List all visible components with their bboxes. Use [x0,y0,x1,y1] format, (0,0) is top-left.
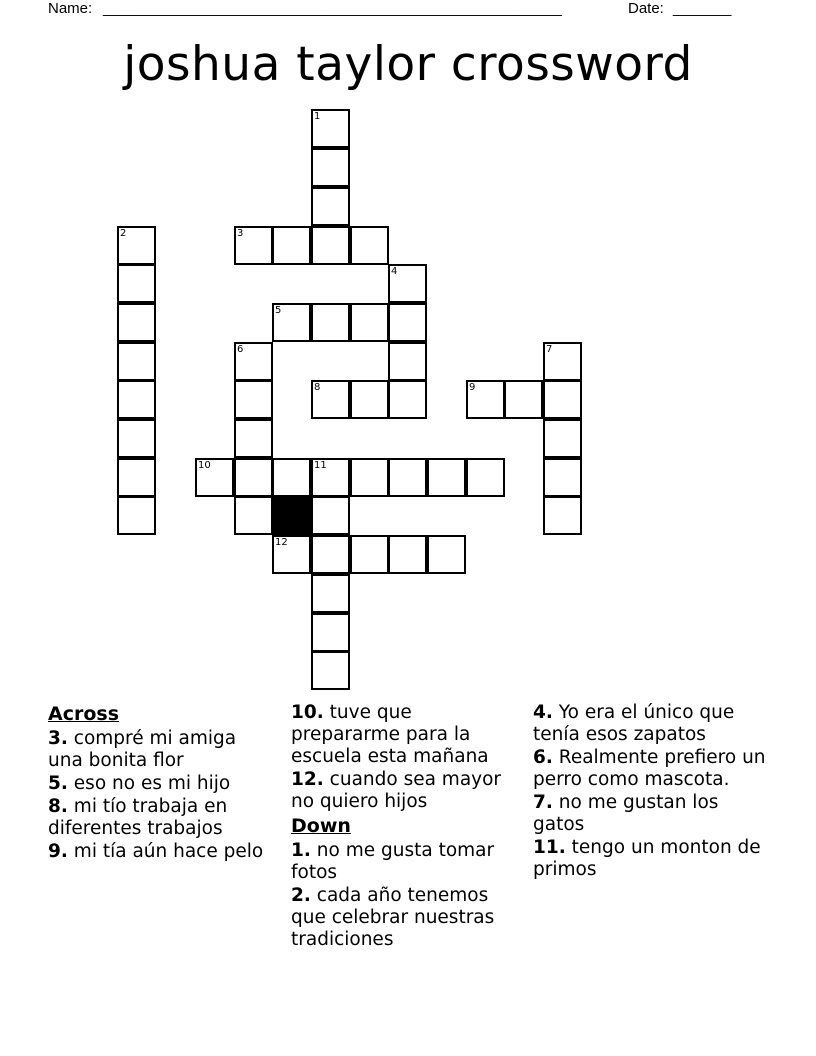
grid-cell[interactable] [311,574,350,613]
grid-cell[interactable] [234,496,273,535]
clue-across-5 [48,773,276,795]
clue-down-11 [533,837,773,881]
grid-cell[interactable] [234,380,273,419]
clue-across-3 [48,728,276,772]
clue-text: no me gusta tomar fotos [291,840,495,883]
grid-cell-7[interactable] [543,342,582,381]
clue-number: 9. [48,841,68,862]
page-title: joshua taylor crossword [123,37,693,92]
grid-cell[interactable] [350,303,389,342]
grid-cell[interactable] [311,226,350,265]
clue-number: 8. [48,796,68,817]
grid-cell[interactable] [543,419,582,458]
grid-cell[interactable] [388,342,427,381]
grid-cell[interactable] [388,535,427,574]
clue-number: 1. [291,840,311,861]
clue-text: tengo un monton de primos [533,837,761,880]
clue-number: 4. [533,702,553,723]
cell-number: 11 [314,460,327,471]
grid-cell[interactable] [311,148,350,187]
grid-cell-11[interactable] [311,458,350,497]
grid-cell[interactable] [543,380,582,419]
clue-number: 7. [533,792,553,813]
name-blank-line[interactable]: _______________________________________________________ [103,0,562,17]
clue-text: Realmente prefiero un perro como mascota. [533,747,766,790]
date-label: Date: [628,0,664,17]
grid-cell[interactable] [311,535,350,574]
clue-down-6 [533,747,773,791]
grid-cell[interactable] [117,264,156,303]
grid-cell[interactable] [543,458,582,497]
grid-cell-12[interactable] [272,535,311,574]
grid-cell[interactable] [117,380,156,419]
cell-number: 2 [120,228,127,239]
clues-column-2 [291,702,519,952]
across-heading: Across [48,703,120,725]
grid-cell[interactable] [543,496,582,535]
grid-cell[interactable] [234,419,273,458]
cell-number: 6 [237,344,244,355]
grid-cell[interactable] [466,458,505,497]
clue-text: tuve que prepararme para la escuela esta mañana [291,702,489,767]
grid-cell[interactable] [427,535,466,574]
grid-cell[interactable] [311,651,350,690]
grid-cell[interactable] [311,187,350,226]
grid-cell[interactable] [350,458,389,497]
clue-down-1 [291,840,519,884]
clue-text: no me gustan los gatos [533,792,719,835]
grid-cell[interactable] [311,496,350,535]
grid-cell[interactable] [311,613,350,652]
grid-cell[interactable] [350,380,389,419]
grid-cell[interactable] [427,458,466,497]
clue-text: compré mi amiga una bonita flor [48,728,237,771]
grid-cell-10[interactable] [195,458,234,497]
clues-column-3 [533,702,773,882]
grid-cell-1[interactable] [311,109,350,148]
clues-column-1 [48,702,276,864]
grid-cell-9[interactable] [466,380,505,419]
cell-number: 12 [275,537,288,548]
grid-cell-6[interactable] [234,342,273,381]
clue-across-12 [291,769,519,813]
grid-cell[interactable] [350,226,389,265]
cell-number: 7 [546,344,553,355]
grid-cell[interactable] [272,226,311,265]
grid-cell[interactable] [117,419,156,458]
grid-cell[interactable] [117,303,156,342]
name-label: Name: [48,0,93,17]
grid-cell[interactable] [234,458,273,497]
grid-cell[interactable] [117,342,156,381]
cell-number: 4 [391,266,398,277]
clue-text: cuando sea mayor no quiero hijos [291,769,502,812]
cell-number: 10 [198,460,211,471]
clue-number: 10. [291,702,324,723]
clue-text: cada año tenemos que celebrar nuestras tradiciones [291,885,495,950]
cell-number: 9 [469,382,476,393]
clue-text: mi tía aún hace pelo [73,841,264,862]
clue-across-8 [48,796,276,840]
grid-cell-8[interactable] [311,380,350,419]
clue-text: Yo era el único que tenía esos zapatos [533,702,735,745]
clue-down-2 [291,885,519,951]
date-blank-line[interactable]: _______ [673,0,732,17]
cell-number: 1 [314,111,321,122]
cell-number: 3 [237,228,244,239]
grid-cell-5[interactable] [272,303,311,342]
grid-cell[interactable] [504,380,543,419]
clue-down-7 [533,792,773,836]
grid-cell[interactable] [388,303,427,342]
clue-number: 2. [291,885,311,906]
grid-cell[interactable] [350,535,389,574]
clue-number: 3. [48,728,68,749]
grid-cell[interactable] [117,496,156,535]
grid-cell-4[interactable] [388,264,427,303]
grid-cell[interactable] [272,458,311,497]
grid-cell-2[interactable] [117,226,156,265]
cell-number: 5 [275,305,282,316]
clue-across-9 [48,841,276,863]
down-heading: Down [291,815,351,837]
clue-down-4 [533,702,773,746]
grid-cell[interactable] [117,458,156,497]
clue-text: eso no es mi hijo [73,773,231,794]
black-square [272,496,311,535]
grid-cell[interactable] [311,303,350,342]
cell-number: 8 [314,382,321,393]
clue-text: mi tío trabaja en diferentes trabajos [48,796,228,839]
clue-number: 5. [48,773,68,794]
clue-number: 11. [533,837,566,858]
grid-cell[interactable] [388,380,427,419]
clue-number: 6. [533,747,553,768]
grid-cell-3[interactable] [234,226,273,265]
clue-number: 12. [291,769,324,790]
grid-cell[interactable] [388,458,427,497]
clue-across-10 [291,702,519,768]
